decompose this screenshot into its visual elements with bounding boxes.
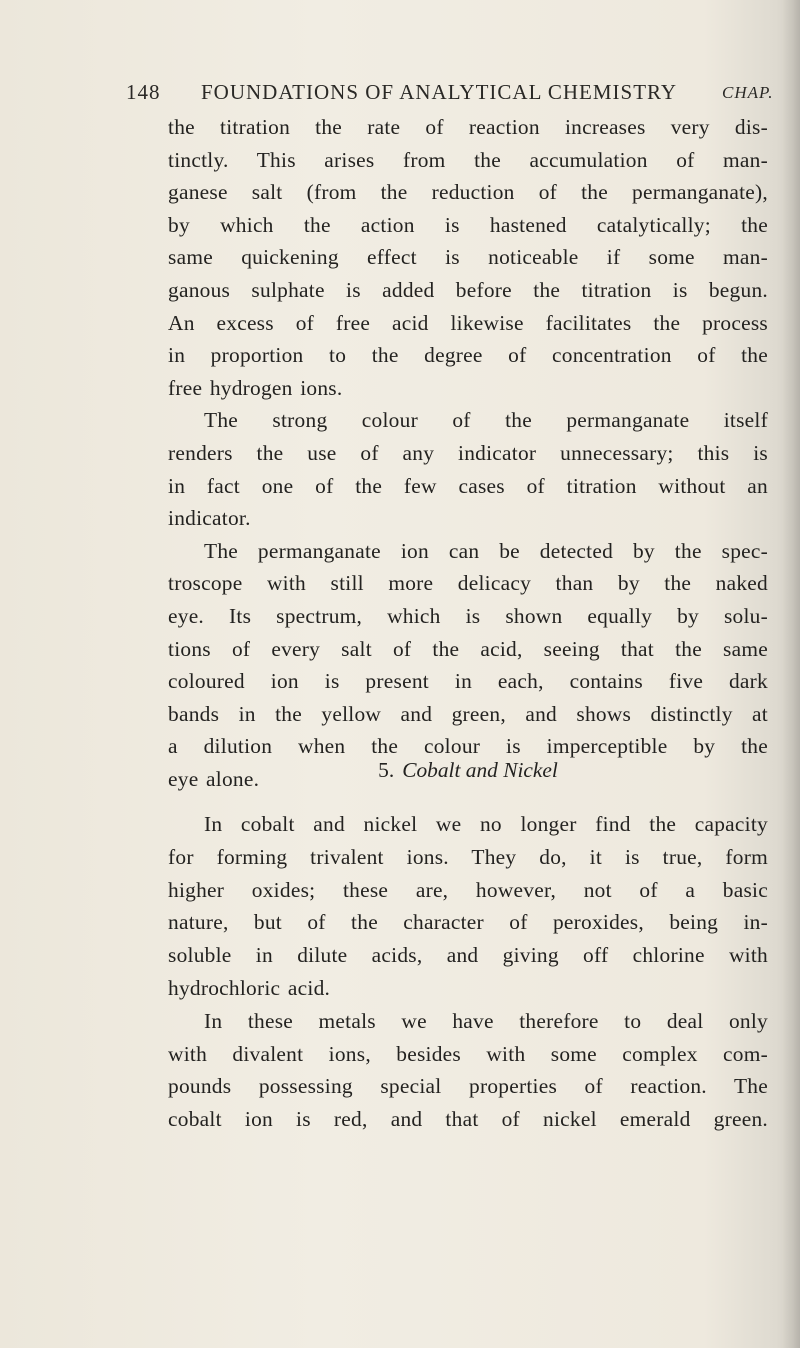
- text-line: The strong colour of the permanganate itself: [204, 408, 768, 433]
- book-title: FOUNDATIONS OF ANALYTICAL CHEMISTRY: [201, 80, 678, 104]
- text-line: in proportion to the degree of concentration of the: [168, 343, 768, 368]
- text-line: free hydrogen ions.: [168, 375, 343, 400]
- section-heading: [168, 755, 768, 785]
- body-text-lower: [168, 808, 768, 1136]
- text-line: a dilution when the colour is imperceptible by the: [168, 734, 768, 759]
- text-line: eye alone.: [168, 766, 260, 791]
- text-line: higher oxides; these are, however, not of a basic: [168, 877, 768, 902]
- text-line: tions of every salt of the acid, seeing that the same: [168, 636, 768, 661]
- section-title: Cobalt and Nickel: [402, 758, 558, 782]
- text-line: ganous sulphate is added before the titration is begun.: [168, 277, 768, 302]
- text-line: tinctly. This arises from the accumulation of man-: [168, 147, 768, 172]
- page-number: 148: [126, 80, 161, 104]
- text-line: In these metals we have therefore to deal only: [204, 1008, 768, 1033]
- text-line: ganese salt (from the reduction of the permanganate),: [168, 180, 768, 205]
- running-head: [126, 79, 774, 105]
- paragraph-1: [168, 111, 768, 404]
- page-edge-shadow: [782, 0, 800, 1348]
- text-line: indicator.: [168, 506, 251, 531]
- text-line: the titration the rate of reaction increases very dis-: [168, 115, 768, 139]
- text-line: An excess of free acid likewise facilitates the process: [168, 310, 768, 335]
- text-line: for forming trivalent ions. They do, it is true, form: [168, 844, 768, 869]
- text-line: troscope with still more delicacy than by the naked: [168, 571, 768, 596]
- text-line: with divalent ions, besides with some complex com-: [168, 1041, 768, 1066]
- section-number: 5.: [378, 758, 395, 782]
- text-line: same quickening effect is noticeable if some man-: [168, 245, 768, 270]
- text-line: renders the use of any indicator unnecessary; this is: [168, 440, 768, 465]
- text-line: bands in the yellow and green, and shows distinctly at: [168, 701, 768, 726]
- text-line: hydrochloric acid.: [168, 975, 331, 1000]
- paragraph-2: [168, 404, 768, 534]
- text-line: by which the action is hastened catalytically; the: [168, 212, 768, 237]
- text-line: in fact one of the few cases of titration without an: [168, 473, 768, 498]
- text-line: coloured ion is present in each, contains five dark: [168, 669, 768, 694]
- text-line: eye. Its spectrum, which is shown equally by solu-: [168, 603, 768, 628]
- text-line: pounds possessing special properties of reaction. The: [168, 1074, 768, 1099]
- text-line: In cobalt and nickel we no longer find the capacity: [204, 812, 768, 836]
- chapter-mark: CHAP.: [722, 83, 774, 102]
- text-line: cobalt ion is red, and that of nickel emerald green.: [168, 1107, 768, 1132]
- text-line: nature, but of the character of peroxides, being in-: [168, 910, 768, 935]
- text-line: The permanganate ion can be detected by the spec-: [204, 538, 768, 563]
- body-text-upper: [168, 111, 768, 795]
- text-line: soluble in dilute acids, and giving off chlorine with: [168, 943, 768, 968]
- paragraph-4: [168, 808, 768, 1005]
- paragraph-5: [168, 1005, 768, 1136]
